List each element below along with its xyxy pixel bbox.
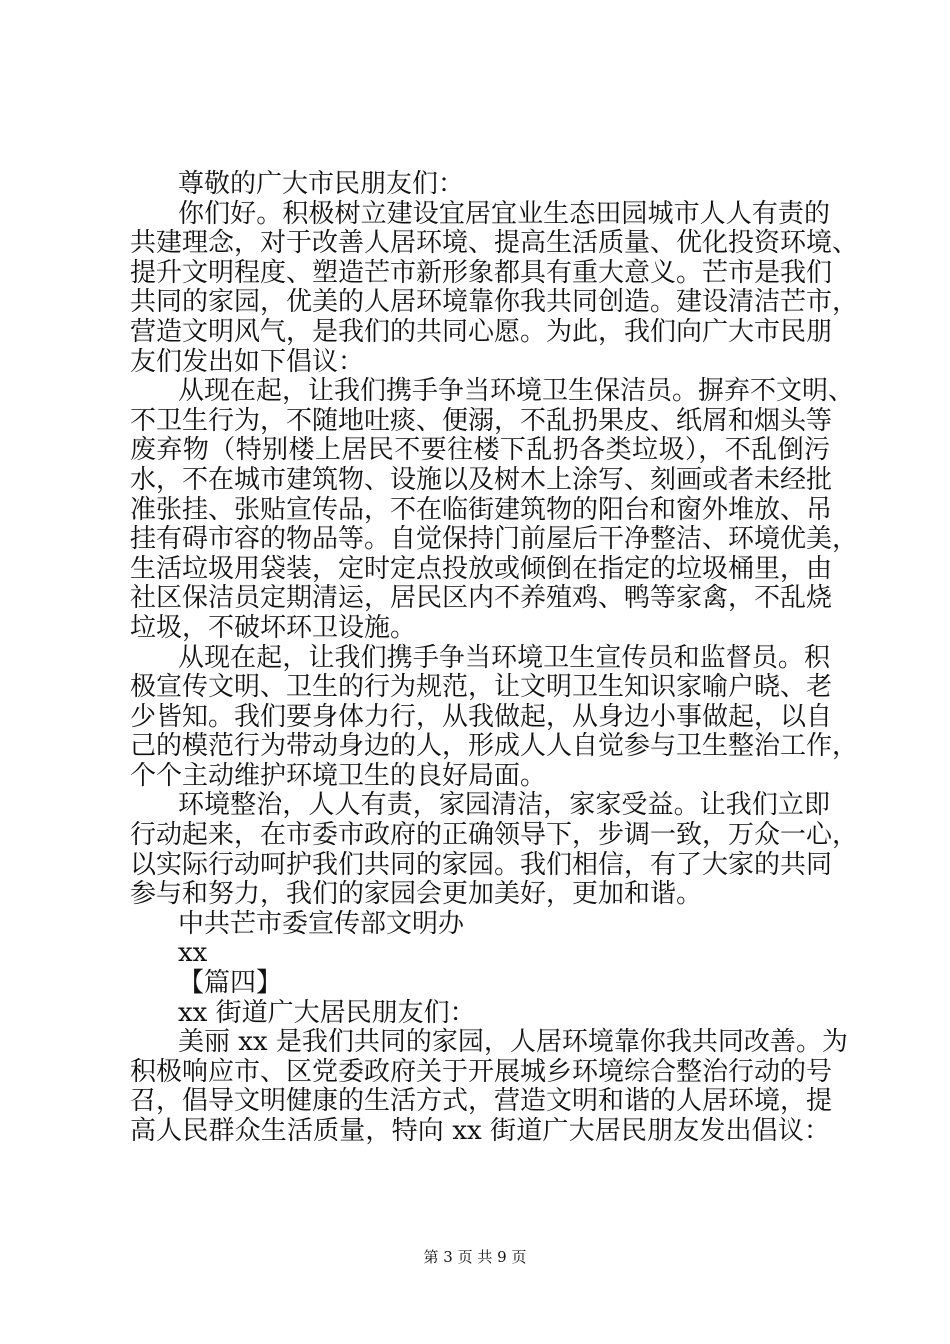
- paragraph-cleaner: [130, 376, 859, 643]
- paragraph-line: 挂有碍市容的物品等。自觉保持门前屋后干净整洁、环境优美，: [130, 524, 859, 555]
- paragraph-line: 环境整治，人人有责，家园清洁，家家受益。让我们立即: [178, 790, 830, 821]
- paragraph-line: 高人民群众生活质量，特向 xx 街道广大居民朋友发出倡议：: [130, 1116, 830, 1146]
- paragraph-line: 你们好。积极树立建设宜居宜业生态田园城市人人有责的: [178, 198, 830, 229]
- paragraph-line: 共建理念，对于改善人居环境、提高生活质量、优化投资环境、: [130, 228, 859, 259]
- page-footer: 第 3 页 共 9 页: [423, 1248, 527, 1266]
- paragraph-line: 社区保洁员定期清运，居民区内不养殖鸡、鸭等家禽，不乱烧: [130, 583, 833, 614]
- paragraph-line: 垃圾，不破坏环卫设施。: [130, 612, 417, 643]
- section-heading: 【篇四】: [178, 968, 283, 999]
- paragraph-line: 友们发出如下倡议：: [130, 346, 365, 377]
- paragraph-line: 行动起来，在市委市政府的正确领导下，步调一致，万众一心，: [130, 820, 859, 851]
- paragraph-line: 提升文明程度、塑造芒市新形象都具有重大意义。芒市是我们: [130, 257, 833, 288]
- paragraph-initiative: [130, 1027, 848, 1146]
- paragraph-line: 从现在起，让我们携手争当环境卫生保洁员。摒弃不文明、: [178, 376, 855, 407]
- paragraph-closing: [130, 790, 859, 910]
- paragraph-line: 不卫生行为，不随地吐痰、便溺，不乱扔果皮、纸屑和烟头等: [130, 405, 833, 436]
- paragraph-line: 召，倡导文明健康的生活方式，营造文明和谐的人居环境，提: [130, 1086, 833, 1117]
- salutation-2: xx 街道广大居民朋友们：: [178, 997, 476, 1028]
- paragraph-line: 生活垃圾用袋装，定时定点投放或倾倒在指定的垃圾桶里，由: [130, 553, 833, 584]
- paragraph-greeting: [130, 198, 859, 378]
- paragraph-line: 废弃物（特别楼上居民不要往楼下乱扔各类垃圾），不乱倒污: [130, 435, 830, 466]
- date: xx: [178, 938, 208, 969]
- paragraph-line: 共同的家园，优美的人居环境靠你我共同创造。建设清洁芒市，: [130, 287, 859, 318]
- paragraph-line: 参与和努力，我们的家园会更加美好，更加和谐。: [130, 879, 703, 910]
- paragraph-line: 水，不在城市建筑物、设施以及树木上涂写、刻画或者未经批: [130, 464, 833, 495]
- signature: 中共芒市委宣传部文明办: [178, 908, 465, 939]
- paragraph-line: 己的模范行为带动身边的人，形成人人自觉参与卫生整治工作，: [130, 731, 859, 762]
- paragraph-line: 积极响应市、区党委政府关于开展城乡环境综合整治行动的号: [130, 1056, 833, 1087]
- paragraph-line: 准张挂、张贴宣传品，不在临街建筑物的阳台和窗外堆放、吊: [130, 494, 833, 525]
- paragraph-line: 以实际行动呵护我们共同的家园。我们相信，有了大家的共同: [130, 849, 833, 880]
- paragraph-line: 个个主动维护环境卫生的良好局面。: [130, 760, 547, 791]
- paragraph-supervisor: [130, 642, 859, 792]
- salutation: 尊敬的广大市民朋友们：: [178, 169, 465, 199]
- paragraph-line: 从现在起，让我们携手争当环境卫生宣传员和监督员。积: [178, 642, 830, 673]
- paragraph-line: 极宣传文明、卫生的行为规范，让文明卫生知识家喻户晓、老: [130, 672, 833, 703]
- paragraph-line: 美丽 xx 是我们共同的家园，人居环境靠你我共同改善。为: [178, 1027, 848, 1058]
- document-body: [130, 169, 859, 1147]
- paragraph-line: 营造文明风气，是我们的共同心愿。为此，我们向广大市民朋: [130, 316, 833, 347]
- paragraph-line: 少皆知。我们要身体力行，从我做起，从身边小事做起，以自: [130, 701, 833, 732]
